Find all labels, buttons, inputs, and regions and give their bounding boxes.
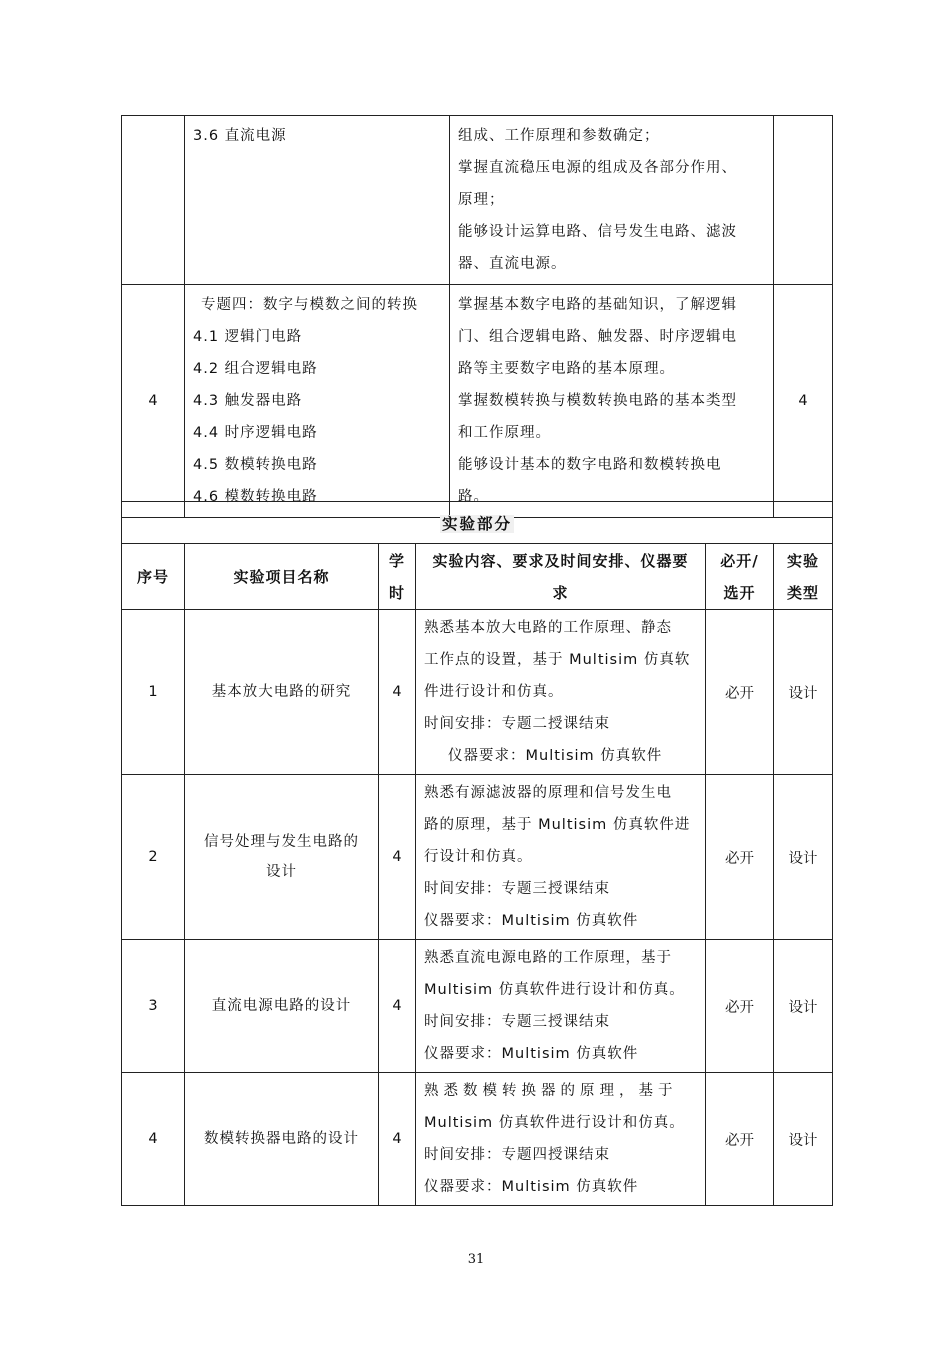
header-hours: 学 时 (379, 544, 416, 610)
requirement-line: 能够设计基本的数字电路和数模转换电 (458, 457, 722, 473)
hours-cell: 4 (379, 940, 416, 1073)
table-row (122, 775, 833, 940)
experiment-name-cell: 基本放大电路的研究 (185, 610, 379, 775)
topics-list (185, 285, 449, 517)
requirement-line: 路等主要数字电路的基本原理。 (458, 361, 675, 377)
table-row (122, 285, 833, 518)
topic-line: 4.3 触发器电路 (193, 393, 303, 409)
page-number: 31 (467, 1252, 485, 1267)
header-required: 必开/ 选开 (706, 544, 774, 610)
row-number-cell (122, 116, 185, 285)
topic-line: 4.1 逻辑门电路 (193, 329, 303, 345)
section-title (122, 502, 833, 544)
topic-heading: 专题四：数字与模数之间的转换 (201, 297, 418, 313)
experiment-name-cell: 直流电源电路的设计 (185, 940, 379, 1073)
topic-line: 4.2 组合逻辑电路 (193, 361, 318, 377)
topic-line: 4.4 时序逻辑电路 (193, 425, 318, 441)
experiment-table (121, 501, 833, 1206)
table-row (122, 940, 833, 1073)
required-cell: 必开 (706, 1073, 774, 1206)
hours-cell: 4 (379, 610, 416, 775)
requirement-line: 器、直流电源。 (458, 256, 567, 272)
hours-cell: 4 (379, 1073, 416, 1206)
topic-line: 3.6 直流电源 (193, 128, 287, 144)
type-cell: 设计 (774, 940, 833, 1073)
header-num: 序号 (122, 544, 185, 610)
topics-list (185, 116, 449, 156)
table-row (122, 116, 833, 285)
content-cell: 熟悉数模转换器的原理，基于 Multisim 仿真软件进行设计和仿真。 时间安排：专题四授课结束 仪器要求：Multisim 仿真软件 (416, 1073, 706, 1206)
required-cell: 必开 (706, 775, 774, 940)
requirement-line: 原理； (458, 192, 505, 208)
requirements-list (450, 285, 773, 517)
requirement-line: 和工作原理。 (458, 425, 551, 441)
row-number-cell: 1 (122, 610, 185, 775)
topics-cell (185, 285, 450, 518)
row-number-cell: 2 (122, 775, 185, 940)
type-cell: 设计 (774, 775, 833, 940)
type-cell: 设计 (774, 610, 833, 775)
experiment-name-cell: 信号处理与发生电路的 设计 (185, 775, 379, 940)
requirement-line: 掌握数模转换与模数转换电路的基本类型 (458, 393, 737, 409)
content-cell: 熟悉有源滤波器的原理和信号发生电 路的原理，基于 Multisim 仿真软件进 行设计和仿真。 时间安排：专题三授课结束 仪器要求：Multisim 仿真软件 (416, 775, 706, 940)
section-title-row (122, 502, 833, 544)
header-type: 实验 类型 (774, 544, 833, 610)
topic-line: 4.5 数模转换电路 (193, 457, 318, 473)
requirement-line: 掌握直流稳压电源的组成及各部分作用、 (458, 160, 737, 176)
hours-cell: 4 (379, 775, 416, 940)
topics-cell (185, 116, 450, 285)
content-cell: 熟悉直流电源电路的工作原理，基于 Multisim 仿真软件进行设计和仿真。 时间安排：专题三授课结束 仪器要求：Multisim 仿真软件 (416, 940, 706, 1073)
required-cell: 必开 (706, 610, 774, 775)
type-cell: 设计 (774, 1073, 833, 1206)
requirement-line: 门、组合逻辑电路、触发器、时序逻辑电 (458, 329, 737, 345)
row-number-cell: 3 (122, 940, 185, 1073)
table-row (122, 610, 833, 775)
header-row (122, 544, 833, 610)
hours-cell: 4 (774, 285, 833, 518)
requirements-cell (450, 116, 774, 285)
table-row (122, 1073, 833, 1206)
row-number-cell: 4 (122, 285, 185, 518)
hours-cell (774, 116, 833, 285)
theory-table (121, 115, 833, 518)
row-number-cell: 4 (122, 1073, 185, 1206)
requirement-line: 路。 (458, 489, 489, 505)
requirement-line: 掌握基本数字电路的基础知识，了解逻辑 (458, 297, 737, 313)
requirements-cell (450, 285, 774, 518)
required-cell: 必开 (706, 940, 774, 1073)
requirement-line: 组成、工作原理和参数确定； (458, 128, 660, 144)
requirement-line: 能够设计运算电路、信号发生电路、滤波 (458, 224, 737, 240)
header-content: 实验内容、要求及时间安排、仪器要 求 (416, 544, 706, 610)
experiment-name-cell: 数模转换器电路的设计 (185, 1073, 379, 1206)
requirements-list (450, 116, 773, 284)
header-name: 实验项目名称 (185, 544, 379, 610)
content-cell: 熟悉基本放大电路的工作原理、静态 工作点的设置，基于 Multisim 仿真软 件进行设计和仿真。 时间安排：专题二授课结束 仪器要求：Multisim 仿真软件 (416, 610, 706, 775)
section-title-text: 实验部分 (442, 514, 513, 533)
topic-line: 4.6 模数转换电路 (193, 489, 318, 505)
